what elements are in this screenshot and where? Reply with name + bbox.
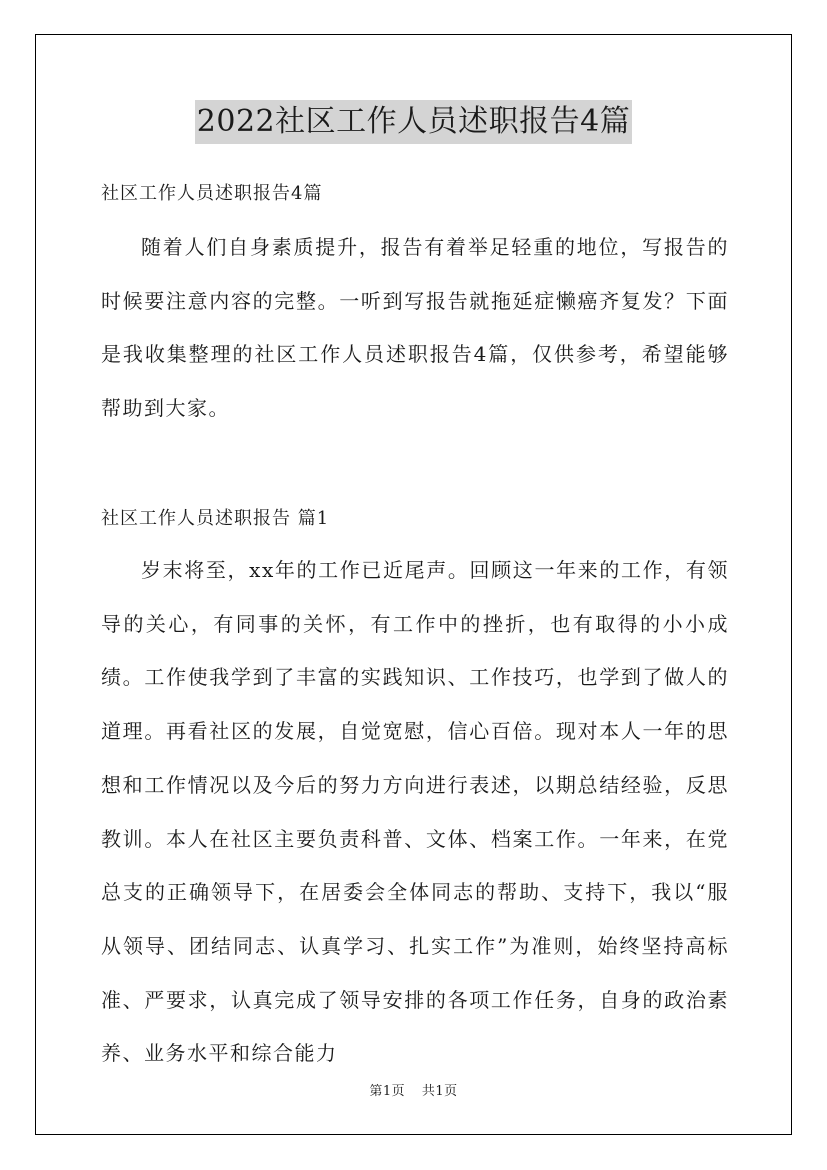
section-1-heading: 社区工作人员述职报告 篇1 xyxy=(101,508,330,529)
page-footer xyxy=(0,1083,827,1101)
document-title-text: 2022社区工作人员述职报告4篇 xyxy=(195,100,632,144)
section-1-body xyxy=(101,544,729,1081)
document-title xyxy=(0,100,827,144)
page-number: 第1页 xyxy=(369,1084,406,1099)
intro-paragraph: 随着人们自身素质提升，报告有着举足轻重的地位，写报告的时候要注意内容的完整。一听到写报告就拖延症懒癌齐复发？下面是我收集整理的社区工作人员述职报告4篇，仅供参考，希望能够帮助到大家。 xyxy=(101,235,729,421)
intro-section xyxy=(101,221,729,436)
page-total: 共1页 xyxy=(421,1084,458,1099)
document-subtitle: 社区工作人员述职报告4篇 xyxy=(101,183,323,204)
section-1-paragraph: 岁末将至，xx年的工作已近尾声。回顾这一年来的工作，有领导的关心，有同事的关怀，有工作中的挫折，也有取得的小小成绩。工作使我学到了丰富的实践知识、工作技巧，也学到了做人的道理。再看社区的发展，自觉宽慰，信心百倍。现对本人一年的思想和工作情况以及今后的努力方向进行表述，以期总结经验，反思教训。本人在社区主要负责科普、文体、档案工作。一年来，在党总支的正确领导下，在居委会全体同志的帮助、支持下，我以“服从领导、团结同志、认真学习、扎实工作”为准则，始终坚持高标准、严要求，认真完成了领导安排的各项工作任务，自身的政治素养、业务水平和综合能力 xyxy=(101,558,729,1066)
